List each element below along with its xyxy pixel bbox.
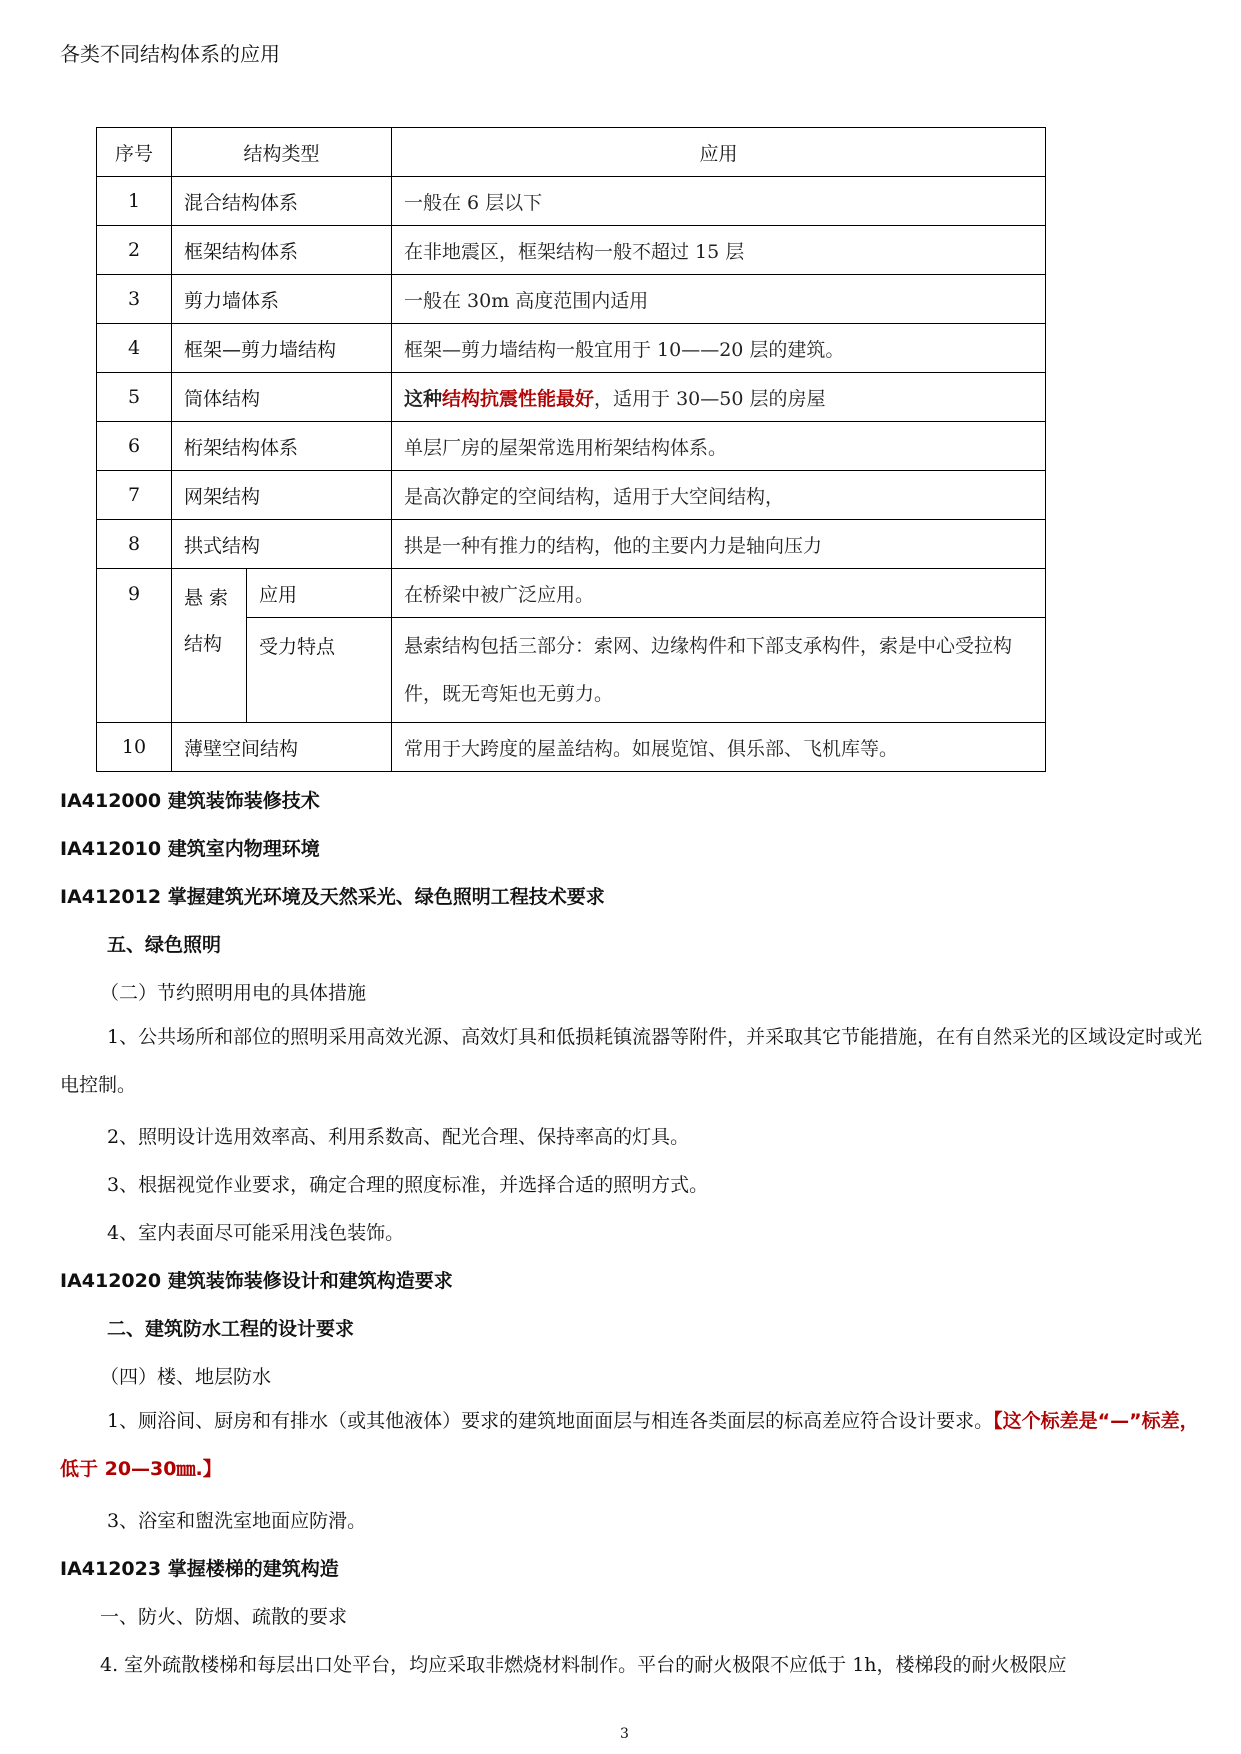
row-type	[172, 569, 247, 723]
section-fire-evacuation: 一、防火、防烟、疏散的要求	[100, 1606, 348, 1628]
row-type: 拱式结构	[172, 520, 392, 569]
table-row	[97, 324, 1046, 373]
row-app: 是高次静定的空间结构，适用于大空间结构，	[392, 471, 1046, 520]
paragraph-5-note: 【这个标差是“—”标差，低于 20—30㎜.】	[60, 1410, 1199, 1480]
row-app: 在桥梁中被广泛应用。	[392, 569, 1046, 618]
row-type-line1: 悬 索	[184, 587, 229, 609]
table-row	[97, 422, 1046, 471]
row-app: 常用于大跨度的屋盖结构。如展览馆、俱乐部、飞机库等。	[392, 723, 1046, 772]
row-app: 一般在 6 层以下	[392, 177, 1046, 226]
page-title: 各类不同结构体系的应用	[60, 42, 280, 66]
row-app: 悬索结构包括三部分：索网、边缘构件和下部支承构件，索是中心受拉构件，既无弯矩也无剪力。	[392, 618, 1046, 723]
row-app: 框架—剪力墙结构一般宜用于 10——20 层的建筑。	[392, 324, 1046, 373]
page-number: 3	[620, 1726, 629, 1742]
row-type: 剪力墙体系	[172, 275, 392, 324]
row-subtype: 应用	[247, 569, 392, 618]
paragraph-5	[60, 1397, 1210, 1493]
row-no: 8	[97, 520, 172, 569]
row-type: 筒体结构	[172, 373, 392, 422]
table-row	[97, 723, 1046, 772]
row-no: 7	[97, 471, 172, 520]
header-type: 结构类型	[172, 128, 392, 177]
heading-ia412020: IA412020 建筑装饰装修设计和建筑构造要求	[60, 1270, 453, 1292]
heading-ia412010: IA412010 建筑室内物理环境	[60, 838, 320, 860]
table-row	[97, 226, 1046, 275]
row-no: 5	[97, 373, 172, 422]
row-no: 1	[97, 177, 172, 226]
table-row	[97, 275, 1046, 324]
subsection-floor-waterproofing: （四）楼、地层防水	[100, 1366, 272, 1388]
paragraph-3: 3、根据视觉作业要求，确定合理的照度标准，并选择合适的照明方式。	[107, 1174, 709, 1196]
table-header-row	[97, 128, 1046, 177]
row-no: 2	[97, 226, 172, 275]
paragraph-2: 2、照明设计选用效率高、利用系数高、配光合理、保持率高的灯具。	[107, 1126, 690, 1148]
header-no: 序号	[97, 128, 172, 177]
table-row	[97, 373, 1046, 422]
paragraph-7: 4. 室外疏散楼梯和每层出口处平台，均应采取非燃烧材料制作。平台的耐火极限不应低于 1h，楼梯段的耐火极限应	[100, 1654, 1067, 1676]
table-row	[97, 520, 1046, 569]
row-type-line2: 结构	[184, 633, 223, 655]
header-application: 应用	[392, 128, 1046, 177]
paragraph-1	[60, 1013, 1210, 1109]
row-type: 框架—剪力墙结构	[172, 324, 392, 373]
row-app: 拱是一种有推力的结构，他的主要内力是轴向压力	[392, 520, 1046, 569]
row-no: 4	[97, 324, 172, 373]
row-type: 薄壁空间结构	[172, 723, 392, 772]
row-app: 在非地震区，框架结构一般不超过 15 层	[392, 226, 1046, 275]
section-waterproofing: 二、建筑防水工程的设计要求	[107, 1318, 355, 1340]
paragraph-5-text: 1、厕浴间、厨房和有排水（或其他液体）要求的建筑地面面层与相连各类面层的标高差应符合设计要求。	[107, 1410, 994, 1432]
heading-ia412012: IA412012 掌握建筑光环境及天然采光、绿色照明工程技术要求	[60, 886, 605, 908]
subsection-measures: （二）节约照明用电的具体措施	[100, 982, 367, 1004]
section-green-lighting: 五、绿色照明	[107, 934, 222, 956]
heading-ia412000: IA412000 建筑装饰装修技术	[60, 790, 320, 812]
structure-table	[96, 127, 1046, 772]
table-row	[97, 177, 1046, 226]
paragraph-1-text: 1、公共场所和部位的照明采用高效光源、高效灯具和低损耗镇流器等附件，并采取其它节能措施，在有自然采光的区域设定时或光电控制。	[60, 1026, 1203, 1096]
row-no: 3	[97, 275, 172, 324]
row-no: 6	[97, 422, 172, 471]
row-app	[392, 373, 1046, 422]
paragraph-4: 4、室内表面尽可能采用浅色装饰。	[107, 1222, 405, 1244]
table-row	[97, 569, 1046, 618]
row-type: 混合结构体系	[172, 177, 392, 226]
row-app: 单层厂房的屋架常选用桁架结构体系。	[392, 422, 1046, 471]
row-no: 10	[97, 723, 172, 772]
row-subtype: 受力特点	[247, 618, 392, 723]
row-no: 9	[97, 569, 172, 723]
row-app: 一般在 30m 高度范围内适用	[392, 275, 1046, 324]
row-type: 网架结构	[172, 471, 392, 520]
row-type: 框架结构体系	[172, 226, 392, 275]
app-suffix: ，适用于 30—50 层的房屋	[594, 387, 826, 410]
app-prefix: 这种	[404, 387, 443, 410]
app-highlight: 结构抗震性能最好	[442, 387, 595, 410]
paragraph-6: 3、浴室和盥洗室地面应防滑。	[107, 1510, 367, 1532]
table-row	[97, 471, 1046, 520]
row-type: 桁架结构体系	[172, 422, 392, 471]
heading-ia412023: IA412023 掌握楼梯的建筑构造	[60, 1558, 339, 1580]
